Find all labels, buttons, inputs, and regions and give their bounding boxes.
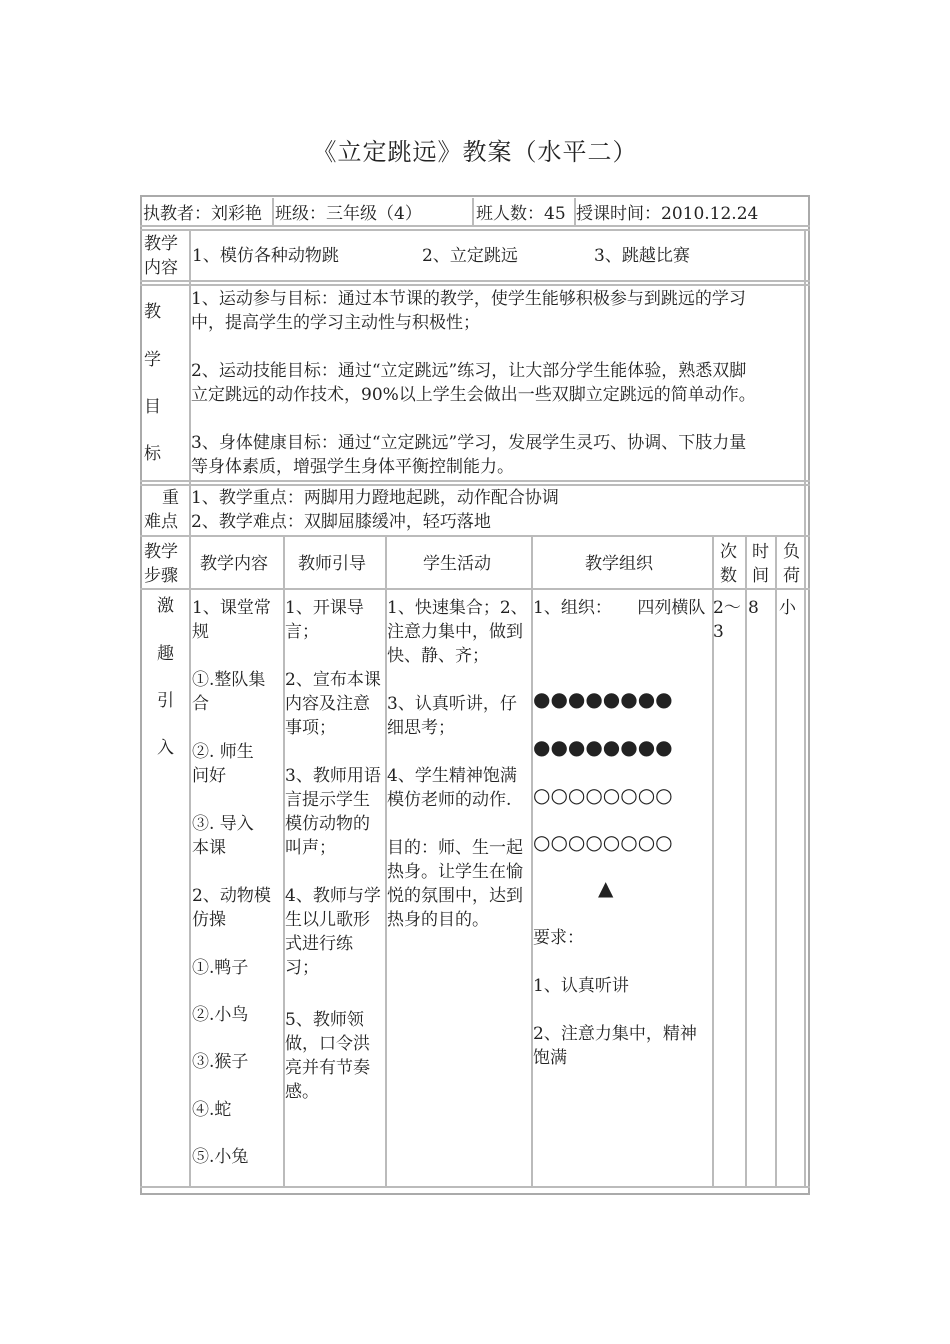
col-header: 时: [752, 542, 769, 562]
formation-row-empty: ○○○○○○○○: [533, 830, 673, 854]
goal-line: 立定跳远的动作技术，90%以上学生会做出一些双脚立定跳远的简单动作。: [191, 385, 756, 405]
content-item: 1、模仿各种动物跳: [192, 246, 339, 266]
goal-line: 等身体素质，增强学生身体平衡控制能力。: [191, 457, 514, 477]
goal-line: 中，提高学生的学习主动性与积极性；: [191, 313, 480, 333]
content-line: ①.整队集: [192, 670, 266, 690]
lesson-time: 授课时间：2010.12.24: [576, 204, 759, 224]
formation-row-filled: ●●●●●●●●: [533, 687, 673, 711]
class-name: 班级：三年级（4）: [275, 204, 422, 224]
load-value: 小: [779, 598, 796, 618]
req-line: 饱满: [533, 1048, 567, 1068]
row-divider: [140, 535, 810, 537]
key-line: 1、教学重点：两脚用力蹬地起跳，动作配合协调: [191, 488, 559, 508]
col-header: 数: [720, 566, 737, 586]
req-line: 1、认真听讲: [533, 976, 629, 996]
content-line: ⑤.小兔: [192, 1147, 249, 1167]
goal-line: 2、运动技能目标：通过“立定跳远”练习，让大部分学生能体验，熟悉双脚: [191, 361, 747, 381]
org-heading: 1、组织： 四列横队: [533, 598, 706, 618]
student-count: 班人数：45: [476, 204, 566, 224]
content-line: ②. 师生: [192, 742, 254, 762]
formation-row-filled: ●●●●●●●●: [533, 735, 673, 759]
col-header: 教师引导: [298, 554, 366, 574]
goals-label: 教: [144, 302, 161, 322]
goals-label: 目: [144, 397, 161, 417]
content-line: 问好: [192, 766, 226, 786]
content-label: 教学: [144, 234, 178, 254]
col-header: 教学内容: [200, 554, 268, 574]
content-line: ③. 导入: [192, 814, 254, 834]
student-line: 细思考；: [387, 718, 455, 738]
student-line: 快、静、齐；: [387, 646, 489, 666]
content-line: ②.小鸟: [192, 1005, 249, 1025]
req-line: 要求：: [533, 928, 584, 948]
content-line: ①.鸭子: [192, 958, 249, 978]
student-line: 注意力集中，做到: [387, 622, 523, 642]
teacher-line: 4、教师与学: [285, 886, 381, 906]
row-divider: [140, 280, 810, 282]
stage-label: 入: [157, 738, 174, 758]
teacher-line: 式进行练: [285, 934, 353, 954]
col-divider: [272, 198, 274, 225]
teacher-line: 习；: [285, 958, 319, 978]
steps-label: 步骤: [144, 566, 178, 586]
duration-value: 8: [748, 598, 759, 618]
teacher-line: 模仿动物的: [285, 814, 370, 834]
row-divider: [140, 284, 810, 286]
student-line: 1、快速集合；2、: [387, 598, 528, 618]
col-header: 荷: [783, 566, 800, 586]
content-line: 1、课堂常: [192, 598, 271, 618]
content-line: ③.猴子: [192, 1052, 249, 1072]
col-header: 负: [783, 542, 800, 562]
goal-line: 3、身体健康目标：通过“立定跳远”学习，发展学生灵巧、协调、下肢力量: [191, 433, 747, 453]
col-header: 次: [720, 542, 737, 562]
steps-label: 教学: [144, 542, 178, 562]
content-item: 2、立定跳远: [422, 246, 518, 266]
keys-label: 重: [162, 488, 179, 508]
teacher-line: 感。: [285, 1082, 319, 1102]
row-divider: [140, 229, 810, 231]
teacher-line: 2、宣布本课: [285, 670, 381, 690]
stage-label: 激: [157, 596, 174, 616]
col-divider: [472, 198, 474, 225]
goals-label: 标: [144, 444, 161, 464]
content-label: 内容: [144, 258, 178, 278]
stage-label: 引: [157, 691, 174, 711]
teacher-line: 生以儿歌形: [285, 910, 370, 930]
content-line: 合: [192, 694, 209, 714]
content-line: ④.蛇: [192, 1100, 232, 1120]
content-line: 仿操: [192, 910, 226, 930]
col-divider: [745, 535, 747, 1186]
stage-label: 趣: [157, 644, 174, 664]
row-divider: [140, 1186, 810, 1188]
teacher-line: 亮并有节奏: [285, 1058, 370, 1078]
student-line: 模仿老师的动作.: [387, 790, 512, 810]
page-title: 《立定跳远》教案（水平二）: [312, 138, 638, 166]
teacher-line: 3、教师用语: [285, 766, 381, 786]
teacher-line: 1、开课导: [285, 598, 364, 618]
student-line: 悦的氛围中，达到: [387, 886, 523, 906]
student-line: 3、认真听讲，仔: [387, 694, 517, 714]
teacher-line: 言；: [285, 622, 319, 642]
teacher-line: 做，口令洪: [285, 1034, 370, 1054]
times-value: 2～: [713, 598, 741, 618]
col-header: 学生活动: [423, 554, 491, 574]
col-header: 间: [752, 566, 769, 586]
col-divider: [804, 229, 806, 1186]
content-line: 本课: [192, 838, 226, 858]
times-value: 3: [713, 622, 724, 642]
teacher-position-icon: ▲: [598, 876, 614, 900]
teacher-line: 叫声；: [285, 838, 336, 858]
row-divider: [140, 480, 810, 482]
teacher-name: 执教者：刘彩艳: [143, 204, 262, 224]
content-item: 3、跳越比赛: [594, 246, 690, 266]
goal-line: 1、运动参与目标：通过本节课的教学，使学生能够积极参与到跳远的学习: [191, 289, 746, 309]
col-divider: [531, 535, 533, 1186]
teacher-line: 事项；: [285, 718, 336, 738]
keys-label: 难点: [144, 512, 178, 532]
content-line: 2、动物模: [192, 886, 271, 906]
student-line: 热身的目的。: [387, 910, 489, 930]
teacher-line: 言提示学生: [285, 790, 370, 810]
key-line: 2、教学难点：双脚屈膝缓冲，轻巧落地: [191, 512, 491, 532]
goals-label: 学: [144, 350, 161, 370]
teacher-line: 内容及注意: [285, 694, 370, 714]
student-line: 4、学生精神饱满: [387, 766, 517, 786]
formation-row-empty: ○○○○○○○○: [533, 783, 673, 807]
req-line: 2、注意力集中，精神: [533, 1024, 697, 1044]
row-divider: [140, 588, 810, 590]
teacher-line: 5、教师领: [285, 1010, 364, 1030]
content-line: 规: [192, 622, 209, 642]
col-header: 教学组织: [585, 554, 653, 574]
student-line: 热身。让学生在愉: [387, 862, 523, 882]
col-divider: [775, 535, 777, 1186]
student-line: 目的：师、生一起: [387, 838, 523, 858]
